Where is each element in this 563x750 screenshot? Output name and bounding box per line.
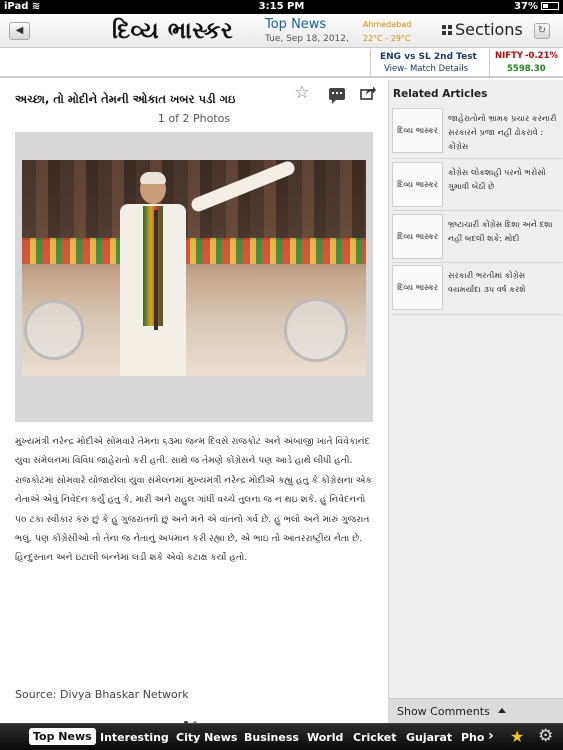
divider <box>392 314 562 315</box>
status-time: 3:15 PM <box>258 1 305 12</box>
photo-speaker-scarf <box>143 206 163 326</box>
article-source: Source: Divya Bhaskar Network <box>15 688 189 701</box>
nav-tab-top-news[interactable]: Top News <box>29 728 96 745</box>
photo-counter: 1 of 2 Photos <box>157 112 231 125</box>
refresh-button[interactable] <box>534 23 550 39</box>
favorites-star-icon[interactable]: ★ <box>510 727 525 746</box>
related-article-title: કોંગ્રેસ લોકશાહી પરનો ભરોસો ગુમાવી બેઠી છે <box>448 167 546 191</box>
ticker-divider <box>370 50 371 76</box>
ticker-divider <box>489 50 490 76</box>
status-bar <box>0 0 563 14</box>
photo-frame[interactable] <box>15 132 373 422</box>
related-article[interactable] <box>392 162 562 208</box>
match-title[interactable]: ENG vs SL 2nd Test <box>380 52 477 62</box>
wifi-icon: ≋ <box>31 1 41 12</box>
article-photo[interactable] <box>22 160 366 376</box>
section-title: Top News <box>265 17 327 32</box>
ticker-bar <box>0 48 563 78</box>
divider <box>392 210 562 211</box>
share-icon[interactable] <box>360 86 376 100</box>
photo-speaker <box>110 174 194 376</box>
photo-speaker-hair <box>140 172 166 184</box>
divya-bhaskar-logo: દિવ્ય ભાસ્કર <box>112 17 234 44</box>
article-headline: અચ્છા, તો મોદીને તેમની ઓકાત ખબર પડી ગઇ <box>15 92 236 106</box>
triangle-up-icon <box>498 708 506 713</box>
nav-tab-gujarat[interactable]: Gujarat <box>406 731 453 744</box>
divider <box>392 262 562 263</box>
related-articles-title: Related Articles <box>393 88 488 100</box>
photo-flowers <box>22 238 366 264</box>
related-thumbnail: દિવ્ય ભાસ્કર <box>392 108 443 153</box>
related-thumbnail: દિવ્ય ભાસ્કર <box>392 214 443 259</box>
related-article-title: જાહેરાતોનો ભ્રામક પ્રચાર કરનારી સરકારને પ્રજા નહીં ઢોકરાવે : કોંગ્રેસ <box>448 113 557 151</box>
grid-icon <box>442 25 452 35</box>
chevron-right-icon[interactable]: › <box>488 728 494 744</box>
refresh-icon: ↻ <box>537 25 547 36</box>
nifty-label: NIFTY <box>495 51 524 61</box>
weather-city[interactable]: Ahmedabad <box>363 20 412 29</box>
nav-tab-interesting[interactable]: Interesting <box>100 731 169 744</box>
favorite-star-icon[interactable]: ☆ <box>294 82 311 103</box>
related-article[interactable] <box>392 265 562 311</box>
photo-microphone <box>154 210 158 330</box>
current-date: Tue, Sep 18, 2012, <box>265 34 349 44</box>
weather-temperature[interactable]: 22°C - 29°C <box>363 34 411 43</box>
related-thumbnail: દિવ્ય ભાસ્કર <box>392 162 443 207</box>
gear-icon[interactable]: ⚙ <box>538 726 554 746</box>
related-articles-sidebar <box>388 80 563 723</box>
nav-tab-city-news[interactable]: City News <box>176 731 238 744</box>
status-battery: 37% <box>514 1 559 12</box>
back-button[interactable] <box>9 22 30 40</box>
show-comments-button[interactable] <box>389 698 563 723</box>
article-pane <box>0 80 388 723</box>
show-comments-label: Show Comments <box>397 705 490 718</box>
comment-icon[interactable] <box>329 88 345 100</box>
related-article[interactable] <box>392 214 562 260</box>
related-article-title: ભ્રષ્ટાચારી કોંગ્રેસ દિશા અને દશા નહીં બદલી શકે: મોદી <box>448 219 553 243</box>
match-details-link[interactable]: View- Match Details <box>384 64 469 74</box>
sections-label: Sections <box>455 20 523 39</box>
related-thumbnail: દિવ્ય ભાસ્કર <box>392 265 443 310</box>
nav-tab-photos[interactable]: Pho <box>461 731 485 744</box>
nav-tab-world[interactable]: World <box>307 731 344 744</box>
battery-icon <box>541 2 559 10</box>
divider <box>392 158 562 159</box>
photo-fan <box>24 300 84 360</box>
nav-tab-business[interactable]: Business <box>244 731 299 744</box>
status-device: iPad ≋ <box>4 1 41 12</box>
nav-tab-cricket[interactable]: Cricket <box>353 731 397 744</box>
related-article-title: સરકારી ભરતીમાં કોંગ્રેસ વયમર્યાદા ૩૫ વર્ષ કરશે <box>448 270 526 294</box>
photo-fan <box>284 298 348 362</box>
chevron-left-icon: ◀ <box>15 25 24 36</box>
sections-button[interactable] <box>442 20 523 39</box>
category-nav-bar <box>0 723 563 750</box>
related-article[interactable] <box>392 108 562 154</box>
article-body: મુખ્યમંત્રી નરેન્દ્ર મોદીએ સોમવારે તેમના ૬૩મા જન્મ દિવસે રાજકોટ અને અંબાજી ખાતે વિવેકાનંદ યુવા સંમેલનમાં વિવિધ જાહેરાતો કરી હતી. સાથે જ તેમણે કોંગ્રેસને પણ આડે હાથે લીધી હતી. રાજકોટમાં સોમવારે યોજાયેલા યુવા સંમેલનમાં મુખ્યમંત્રી નરેન્દ્ર મોદીએ કહ્યું હતુ કે કોંગ્રેસના એક નેતાએ એવું નિવેદન કર્યું હતુ કે, મારી અને રાહુલ ગાંધી વચ્ચે તુલના જ ન થઇ શકે. હું નિવેદનનો ૫૦ ટકા સ્વીકાર કરું છું કે હું ગુજરાતનો છું અને મને એ વાતનો ગર્વ છે. હું ભલો અને મારું ગુજરાત ભલું. પણ કોંગ્રેસીઓ તો તેના જ નેતાનું અપમાન કરી રહ્યા છે, એ ભાઇ તો આંતરરાષ્ટ્રીય નેતા છે. હિન્દુસ્તાન અને ઇટાલી બન્નેમાં લડી શકે એવો કટાક્ષ કર્યો હતો. <box>15 436 373 564</box>
app-header <box>0 14 563 48</box>
nifty-value: 5598.30 <box>507 64 546 74</box>
nifty-change: -0.21% <box>525 51 559 61</box>
